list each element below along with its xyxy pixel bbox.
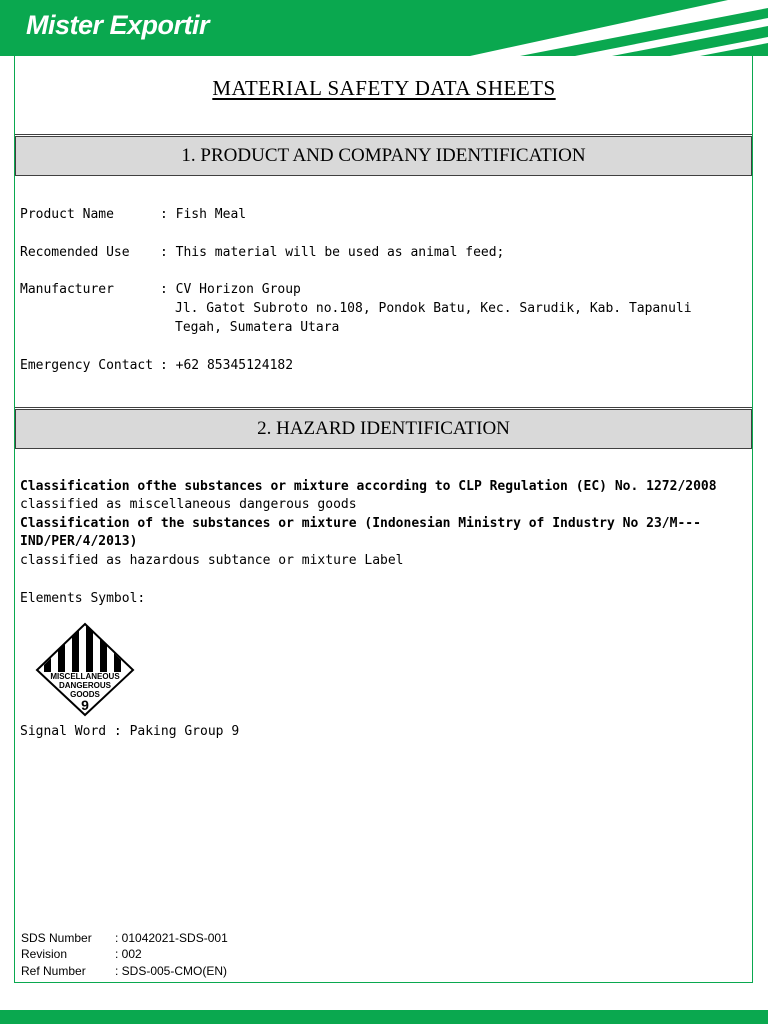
recommended-use-row — [20, 244, 504, 261]
hazard-class-9-icon — [35, 622, 135, 717]
recommended-use-label: Recomended Use — [20, 245, 130, 260]
clp-classification-value: classified as miscellaneous dangerous goods — [20, 497, 357, 512]
revision-value: : 002 — [115, 947, 142, 961]
sds-number-row — [21, 930, 228, 946]
recommended-use-value: : This material will be used as animal feed; — [160, 245, 505, 260]
hazard-label-line3: GOODS — [70, 690, 100, 699]
revision-row — [21, 946, 142, 962]
emergency-contact-row — [20, 357, 293, 374]
indonesian-classification-heading: Classification of the substances or mixture (Indonesian Ministry of Industry No 23/M--- — [20, 516, 701, 531]
product-name-row — [20, 206, 246, 223]
product-name-label: Product Name — [20, 207, 114, 222]
footer-bar — [0, 1010, 768, 1024]
revision-label: Revision — [21, 947, 68, 961]
document-title-text: MATERIAL SAFETY DATA SHEETS — [212, 76, 556, 100]
signal-word: Signal Word : Paking Group 9 — [20, 724, 240, 739]
ref-number-value: : SDS-005-CMO(EN) — [115, 964, 228, 978]
ref-number-row — [21, 963, 227, 979]
manufacturer-value: : CV Horizon Group — [160, 282, 301, 297]
hazard-label-line2: DANGEROUS — [58, 681, 112, 690]
hazard-class-number: 9 — [81, 697, 89, 713]
manufacturer-address-line1: Jl. Gatot Subroto no.108, Pondok Batu, Kec. Sarudik, Kab. Tapanuli — [175, 301, 692, 316]
hazard-label-line1: MISCELLANEOUS — [50, 672, 120, 681]
manufacturer-label: Manufacturer — [20, 282, 114, 297]
emergency-contact-value: : +62 85345124182 — [160, 358, 294, 373]
section-rule — [15, 134, 752, 135]
sds-number-value: : 01042021-SDS-001 — [115, 931, 228, 945]
section-rule — [15, 407, 752, 408]
header-bar — [0, 0, 768, 56]
brand-logo: Mister Exportir — [26, 10, 210, 40]
indonesian-classification-heading-cont: IND/PER/4/2013) — [20, 534, 138, 549]
section-2-heading: 2. HAZARD IDENTIFICATION — [15, 409, 752, 449]
clp-classification-heading: Classification ofthe substances or mixture according to CLP Regulation (EC) No. 1272/2008 — [20, 479, 717, 494]
manufacturer-row — [20, 281, 301, 298]
section-1-heading: 1. PRODUCT AND COMPANY IDENTIFICATION — [15, 136, 752, 176]
ref-number-label: Ref Number — [21, 964, 86, 978]
sds-number-label: SDS Number — [21, 931, 92, 945]
manufacturer-address-line2: Tegah, Sumatera Utara — [175, 320, 340, 335]
product-name-value: : Fish Meal — [160, 207, 247, 222]
emergency-contact-label: Emergency Contact — [20, 358, 154, 373]
document-title — [0, 76, 768, 101]
indonesian-classification-value: classified as hazardous subtance or mixture Label — [20, 553, 404, 568]
elements-symbol-label: Elements Symbol: — [20, 591, 146, 606]
